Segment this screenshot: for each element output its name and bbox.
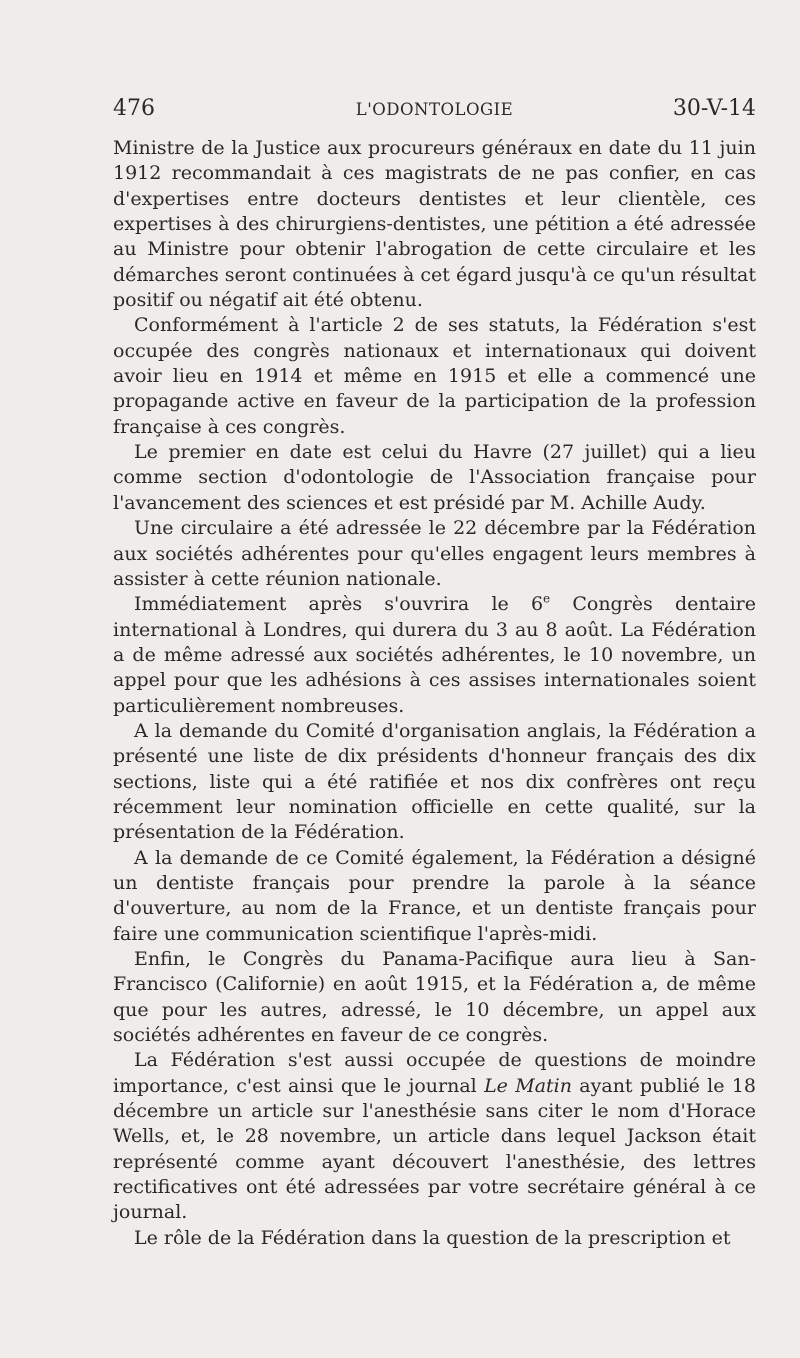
paragraph: Le premier en date est celui du Havre (27 juillet) qui a lieu comme section d'odontologie de l'Association française pour l'avancement des sciences et est présidé par M. Achille Audy. (113, 441, 756, 514)
paragraph: Le rôle de la Fédération dans la question de la prescription et (134, 1226, 731, 1249)
paragraph-text: ayant publié le 18 décembre un article sur l'anesthésie sans citer le nom d'Horace Wells, et, le 28 novembre, un article dans lequel Jackson était représenté comme ayant découvert l'anesthésie, des lettres rectificatives ont été adressées par votre secrétaire général à ce journal. (113, 1074, 756, 1224)
journal-title: L'ODONTOLOGIE (355, 100, 514, 119)
paragraph: A la demande de ce Comité également, la Fédération a désigné un dentiste français pour prendre la parole à la séance d'ouverture, au nom de la France, et un dentiste français pour faire une communication scientifique l'après-midi. (113, 846, 756, 945)
paragraph-text: Congrès dentaire international à Londres, qui durera du 3 au 8 août. La Fédération a de même adressé aux sociétés adhérentes, le 10 novembre, un appel pour que les adhésions à ces assises internationales soient particulièrement nombreuses. (113, 593, 756, 717)
paragraph: Ministre de la Justice aux procureurs généraux en date du 11 juin 1912 recommandait à ces magistrats de ne pas confier, en cas d'expertises entre docteurs dentistes et leur clientèle, ces expertises à des chirurgiens-dentistes, une pétition a été adressée au Ministre pour obtenir l'abrogation de cette circulaire et les démarches seront continuées à cet égard jusqu'à ce qu'un résultat positif ou négatif ait été obtenu. (113, 137, 756, 312)
running-header (113, 96, 756, 126)
paragraph: Une circulaire a été adressée le 22 décembre par la Fédération aux sociétés adhérentes pour qu'elles engagent leurs membres à assister à cette réunion nationale. (113, 517, 756, 590)
paragraph: Conformément à l'article 2 de ses statuts, la Fédération s'est occupée des congrès nationaux et internationaux qui doivent avoir lieu en 1914 et même en 1915 et elle a commencé une propagande active en faveur de la participation de la profession française à ces congrès. (113, 314, 756, 438)
body-text (113, 136, 756, 1251)
page-number: 476 (113, 96, 155, 121)
paragraph: A la demande du Comité d'organisation anglais, la Fédération a présenté une liste de dix présidents d'honneur français des dix sections, liste qui a été ratifiée et nos dix confrères ont reçu récemment leur nomination officielle en cette qualité, sur la présentation de la Fédération. (113, 719, 756, 844)
paragraph (113, 592, 756, 719)
newspaper-title: Le Matin (484, 1074, 572, 1097)
paragraph: Enfin, le Congrès du Panama-Pacifique aura lieu à San-Francisco (Californie) en août 1915, et la Fédération a, de même que pour les autres, adressé, le 10 décembre, un appel aux sociétés adhérentes en faveur de ce congrès. (113, 948, 756, 1047)
paragraph-text: Immédiatement après s'ouvrira le 6 (134, 593, 544, 616)
ordinal-superscript: e (543, 591, 551, 606)
paragraph-text: La Fédération s'est aussi occupée de questions de moindre importance, c'est ainsi que le journal (113, 1049, 756, 1097)
issue-date: 30-V-14 (672, 96, 756, 121)
paragraph (113, 1048, 756, 1225)
